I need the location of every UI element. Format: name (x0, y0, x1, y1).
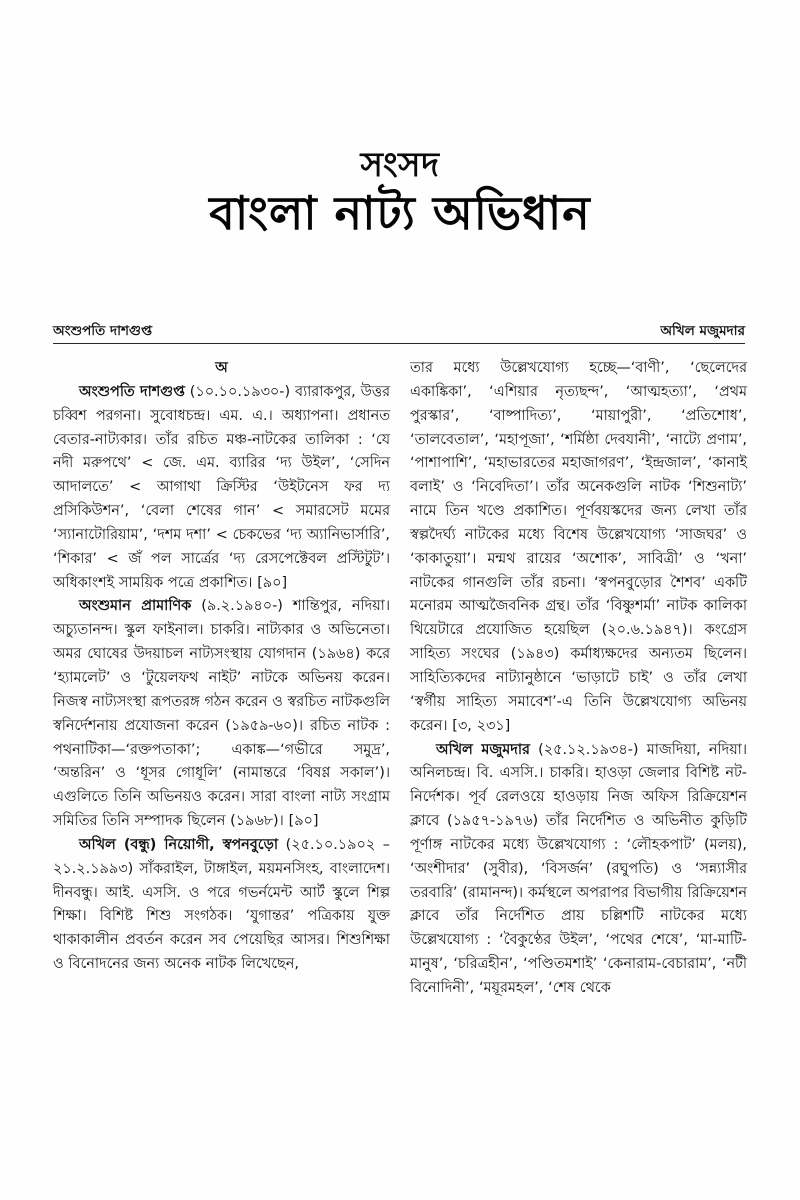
entry-body: (২৫.১২.১৯৩৪-) মাজদিয়া, নদিয়া। অনিলচন্দ্র। বি. এসসি.। চাকরি। হাওড়া জেলার বিশিষ্ট নট-নির্দেশক। পূর্ব রেলওয়ে হাওড়ায় নিজ অফিস রিক্রিয়েশন ক্লাবে (১৯৫৭-১৯৭৬) তাঁর নির্দেশিত ও অভিনীত কুড়িটি পূর্ণাঙ্গ নাটকের মধ্যে উল্লেখযোগ্য : ‘লৌহকপাট’ (মলয়), ‘অংশীদার’ (সুবীর), ‘বিসর্জন’ (রঘুপতি) ও ‘সন্ন্যাসীর তরবারি’ (রামানন্দ)। কর্মস্থলে অপরাপর বিভাগীয় রিক্রিয়েশন ক্লাবে তাঁর নির্দেশিত প্রায় চল্লিশটি নাটকের মধ্যে উল্লেখযোগ্য : ‘বৈকুণ্ঠের উইল’, ‘পথের শেষে’, ‘মা-মাটি-মানুষ’, ‘চরিত্রহীন’, ‘পণ্ডিতমশাই’ ‘কেনারাম-বেচারাম’, ‘নটী বিনোদিনী’, ‘ময়ূরমহল’, ‘শেষ থেকে (410, 741, 747, 996)
entry-headword: অংশুমান প্রামাণিক (79, 598, 192, 615)
dictionary-entry (53, 834, 390, 977)
column-left (53, 357, 390, 1137)
running-head (53, 313, 745, 343)
publisher-title: সংসদ (360, 145, 440, 185)
entry-body: (২৫.১০.১৯০২ – ২১.২.১৯৯৩) সাঁকরাইল, টাঙ্গাইল, ময়মনসিংহ, বাংলাদেশ। দীনবন্ধু। আই. এসসি. ও পরে গভর্নমেন্ট আর্ট স্কুলে শিল্প শিক্ষা। বিশিষ্ট শিশু সংগঠক। ‘যুগান্তর’ পত্রিকায় যুক্ত থাকাকালীন প্রবর্তন করেন সব পেয়েছির আসর। শিশুশিক্ষা ও বিনোদনের জন্য অনেক নাটক লিখেছেন, (53, 836, 391, 973)
entry-body: তার মধ্যে উল্লেখযোগ্য হচ্ছে—‘বাণী’, ‘ছেলেদের একাঙ্কিকা’, ‘এশিয়ার নৃত্যছন্দ’, ‘আত্মহত্যা’, ‘প্রথম পুরস্কার’, ‘বাষ্পাদিত্য’, ‘মায়াপুরী’, ‘প্রতিশোধ’, ‘তালবেতাল’, ‘মহাপূজা’, ‘শর্মিষ্ঠা দেবযানী’, ‘নাট্যে প্রণাম’, ‘পাশাপাশি’, ‘মহাভারতের মহাজাগরণ’, ‘ইন্দ্রজাল’, ‘কানাই বলাই’ ও ‘নিবেদিতা’। তাঁর অনেকগুলি নাটক ‘শিশুনাট্য’ নামে তিন খণ্ডে প্রকাশিত। পূর্ণবয়স্কদের জন্য লেখা তাঁর স্বল্পদৈর্ঘ্য নাটকের মধ্যে বিশেষ উল্লেখযোগ্য ‘সাজঘর’ ও ‘কাকাতুয়া’। মন্মথ রায়ের ‘অশোক’, সাবিত্রী’ ও ‘খনা’ নাটকের গানগুলি তাঁর রচনা। ‘স্বপনবুড়োর শৈশব’ একটি মনোরম আত্মজৈবনিক গ্রন্থ। তাঁর ‘বিষ্ণুশর্মা’ নাটক কালিকা থিয়েটারে প্রযোজিত হয়েছিল (২০.৬.১৯৪৭)। কংগ্রেস সাহিত্য সংঘের (১৯৪৩) কর্মাধ্যক্ষদের অন্যতম ছিলেন। সাহিত্যিকদের নাট্যানুষ্ঠানে ‘ভাড়াটে চাই’ ও তাঁর লেখা ‘স্বর্গীয় সাহিত্য সমাবেশ’-এ তিনি উল্লেখযোগ্য অভিনয় করেন। [৩, ২৩১] (410, 360, 747, 734)
running-head-left: অংশুপতি দাশগুপ্ত (53, 323, 153, 339)
entry-headword: অখিল (বন্ধু) নিয়োগী, স্বপনবুড়ো (79, 836, 279, 853)
entry-continuation (410, 357, 747, 739)
book-title: বাংলা নাট্য অভিধান (209, 186, 591, 241)
two-column-body (53, 357, 747, 1137)
entry-headword: অংশুপতি দাশগুপ্ত (79, 383, 185, 400)
running-head-right: অখিল মজুমদার (660, 323, 745, 339)
page-title (0, 146, 800, 240)
section-letter: অ (215, 360, 228, 376)
dictionary-entry (410, 739, 747, 1001)
header-rule (53, 343, 745, 344)
column-right (410, 357, 747, 1137)
entry-headword: অখিল মজুমদার (436, 741, 530, 758)
entry-body: (১০.১০.১৯৩০-) ব্যারাকপুর, উত্তর চব্বিশ পরগনা। সুবোধচন্দ্র। এম. এ.। অধ্যাপনা। প্রধানত বেতার-নাট্যকার। তাঁর রচিত মঞ্চ-নাটকের তালিকা : ‘যে নদী মরুপথে’ < জে. এম. ব্যারির ‘দ্য উইল’, ‘সেদিন আদালতে’ < আগাথা ক্রিস্টির ‘উইটনেস ফর দ্য প্রসিকিউশন’, ‘বেলা শেষের গান’ < সমারসেট মমের ‘স্যানাটোরিয়াম’, ‘দশম দশা’ < চেকভের ‘দ্য অ্যানিভার্সারি’, ‘শিকার’ < জঁ পল সার্ত্রের ‘দ্য রেসপেক্টেবল প্রস্টিটুট’। অধিকাংশই সাময়িক পত্রে প্রকাশিত। [৯০] (53, 383, 390, 591)
dictionary-entry (53, 595, 390, 833)
dictionary-entry (53, 381, 390, 596)
entry-body: (৯.২.১৯৪০-) শান্তিপুর, নদিয়া। অচ্যুতানন্দ। স্কুল ফাইনাল। চাকরি। নাট্যকার ও অভিনেতা। অমর ঘোষের উদয়াচল নাট্যসংস্থায় যোগদান (১৯৬৪) করে ‘হ্যামলেট’ ও ‘টুয়েলফথ নাইট’ নাটকে অভিনয় করেন। নিজস্ব নাট্যসংস্থা রূপতরঙ্গ গঠন করেন ও স্বরচিত নাটকগুলি স্বনির্দেশনায় প্রযোজনা করেন (১৯৫৯-৬০)। রচিত নাটক : পথনাটিকা—‘রক্তপতাকা’; একাঙ্ক—‘গভীরে সমুদ্র’, ‘অন্তরিন’ ও ‘ধূসর গোধূলি’ (নামান্তরে ‘বিষণ্ণ সকাল’)। এগুলিতে তিনি অভিনয়ও করেন। সারা বাংলা নাট্য সংগ্রাম সমিতির তিনি সম্পাদক ছিলেন (১৯৬৮)। [৯০] (53, 598, 390, 830)
